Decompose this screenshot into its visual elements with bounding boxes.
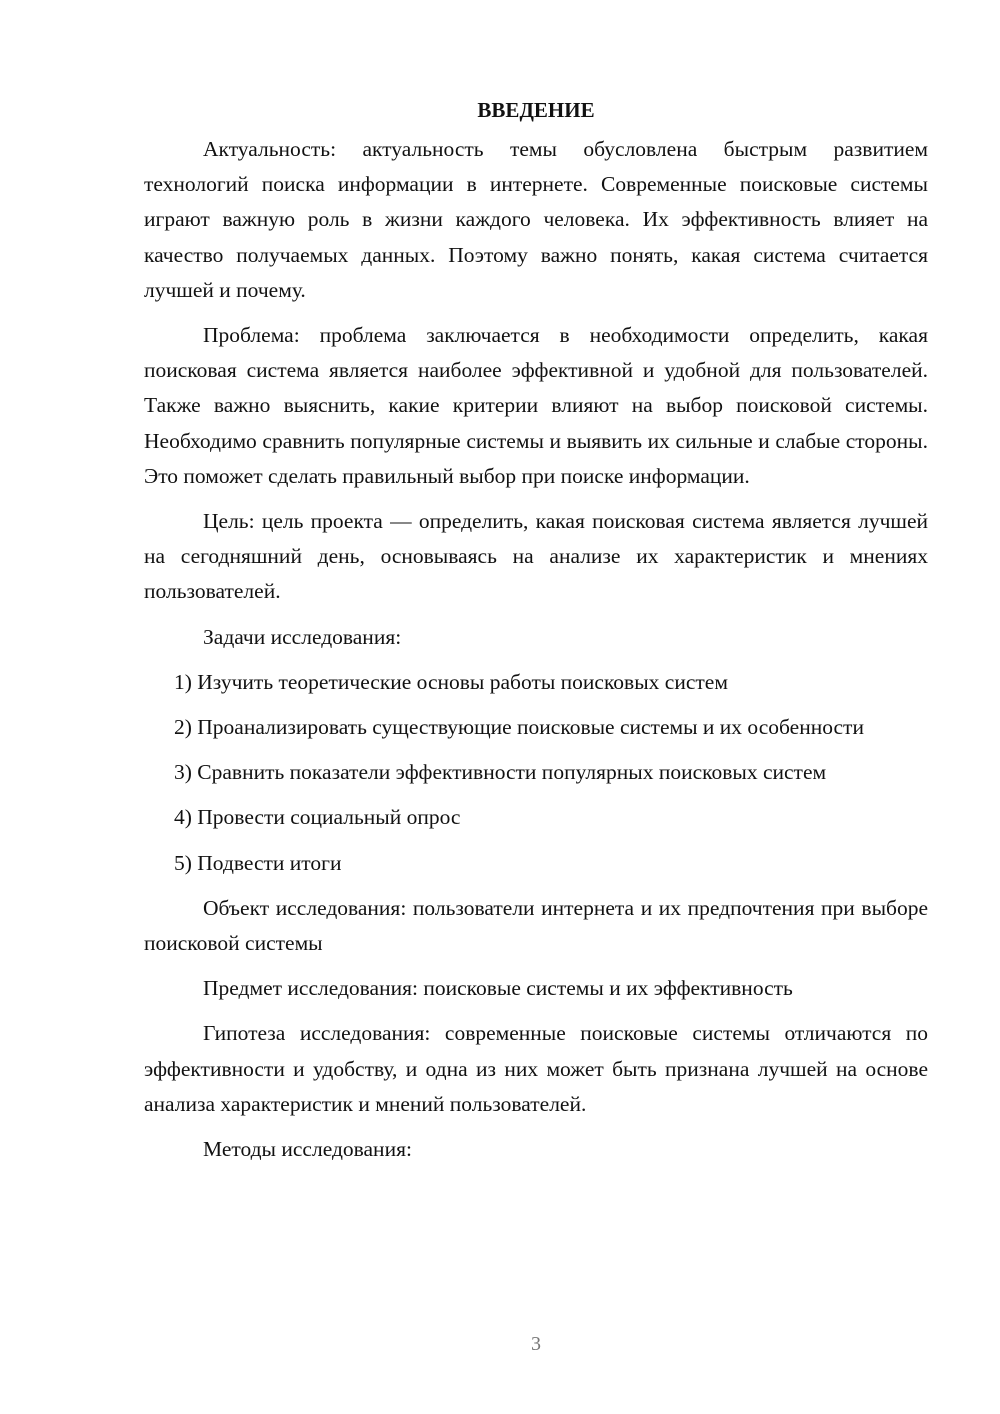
relevance-paragraph: Актуальность: актуальность темы обусловлена быстрым развитием технологий поиска информации в интернете. Современные поисковые системы играют важную роль в жизни каждого человека. Их эффективность влияет на качество получаемых данных. Поэтому важно понять, какая система считается лучшей и почему. bbox=[144, 137, 928, 302]
task-item: 3) Сравнить показатели эффективности популярных поисковых систем bbox=[174, 760, 827, 785]
tasks-title: Задачи исследования: bbox=[203, 624, 402, 649]
methods-title: Методы исследования: bbox=[203, 1137, 412, 1162]
document-page bbox=[144, 92, 928, 1177]
goal-paragraph: Цель: цель проекта — определить, какая поисковая система является лучшей на сегодняшний день, основываясь на анализе их характеристик и мнениях пользователей. bbox=[144, 509, 928, 604]
object-paragraph: Объект исследования: пользователи интернета и их предпочтения при выборе поисковой системы bbox=[144, 895, 928, 956]
subject-paragraph: Предмет исследования: поисковые системы и их эффективность bbox=[203, 976, 793, 1001]
section-heading: ВВЕДЕНИЕ bbox=[477, 98, 595, 122]
page-number: 3 bbox=[531, 1333, 541, 1355]
task-item: 2) Проанализировать существующие поисковые системы и их особенности bbox=[174, 715, 864, 740]
task-item: 5) Подвести итоги bbox=[174, 850, 342, 875]
task-item: 1) Изучить теоретические основы работы поисковых систем bbox=[174, 669, 728, 694]
hypothesis-paragraph: Гипотеза исследования: современные поисковые системы отличаются по эффективности и удобству, и одна из них может быть признана лучшей на основе анализа характеристик и мнений пользователей. bbox=[144, 1021, 928, 1116]
problem-paragraph: Проблема: проблема заключается в необходимости определить, какая поисковая система является наиболее эффективной и удобной для пользователей. Также важно выяснить, какие критерии влияют на выбор поисковой системы. Необходимо сравнить популярные системы и выявить их сильные и слабые стороны. Это поможет сделать правильный выбор при поиске информации. bbox=[144, 323, 928, 488]
task-item: 4) Провести социальный опрос bbox=[174, 805, 461, 830]
tasks-list bbox=[144, 665, 928, 881]
